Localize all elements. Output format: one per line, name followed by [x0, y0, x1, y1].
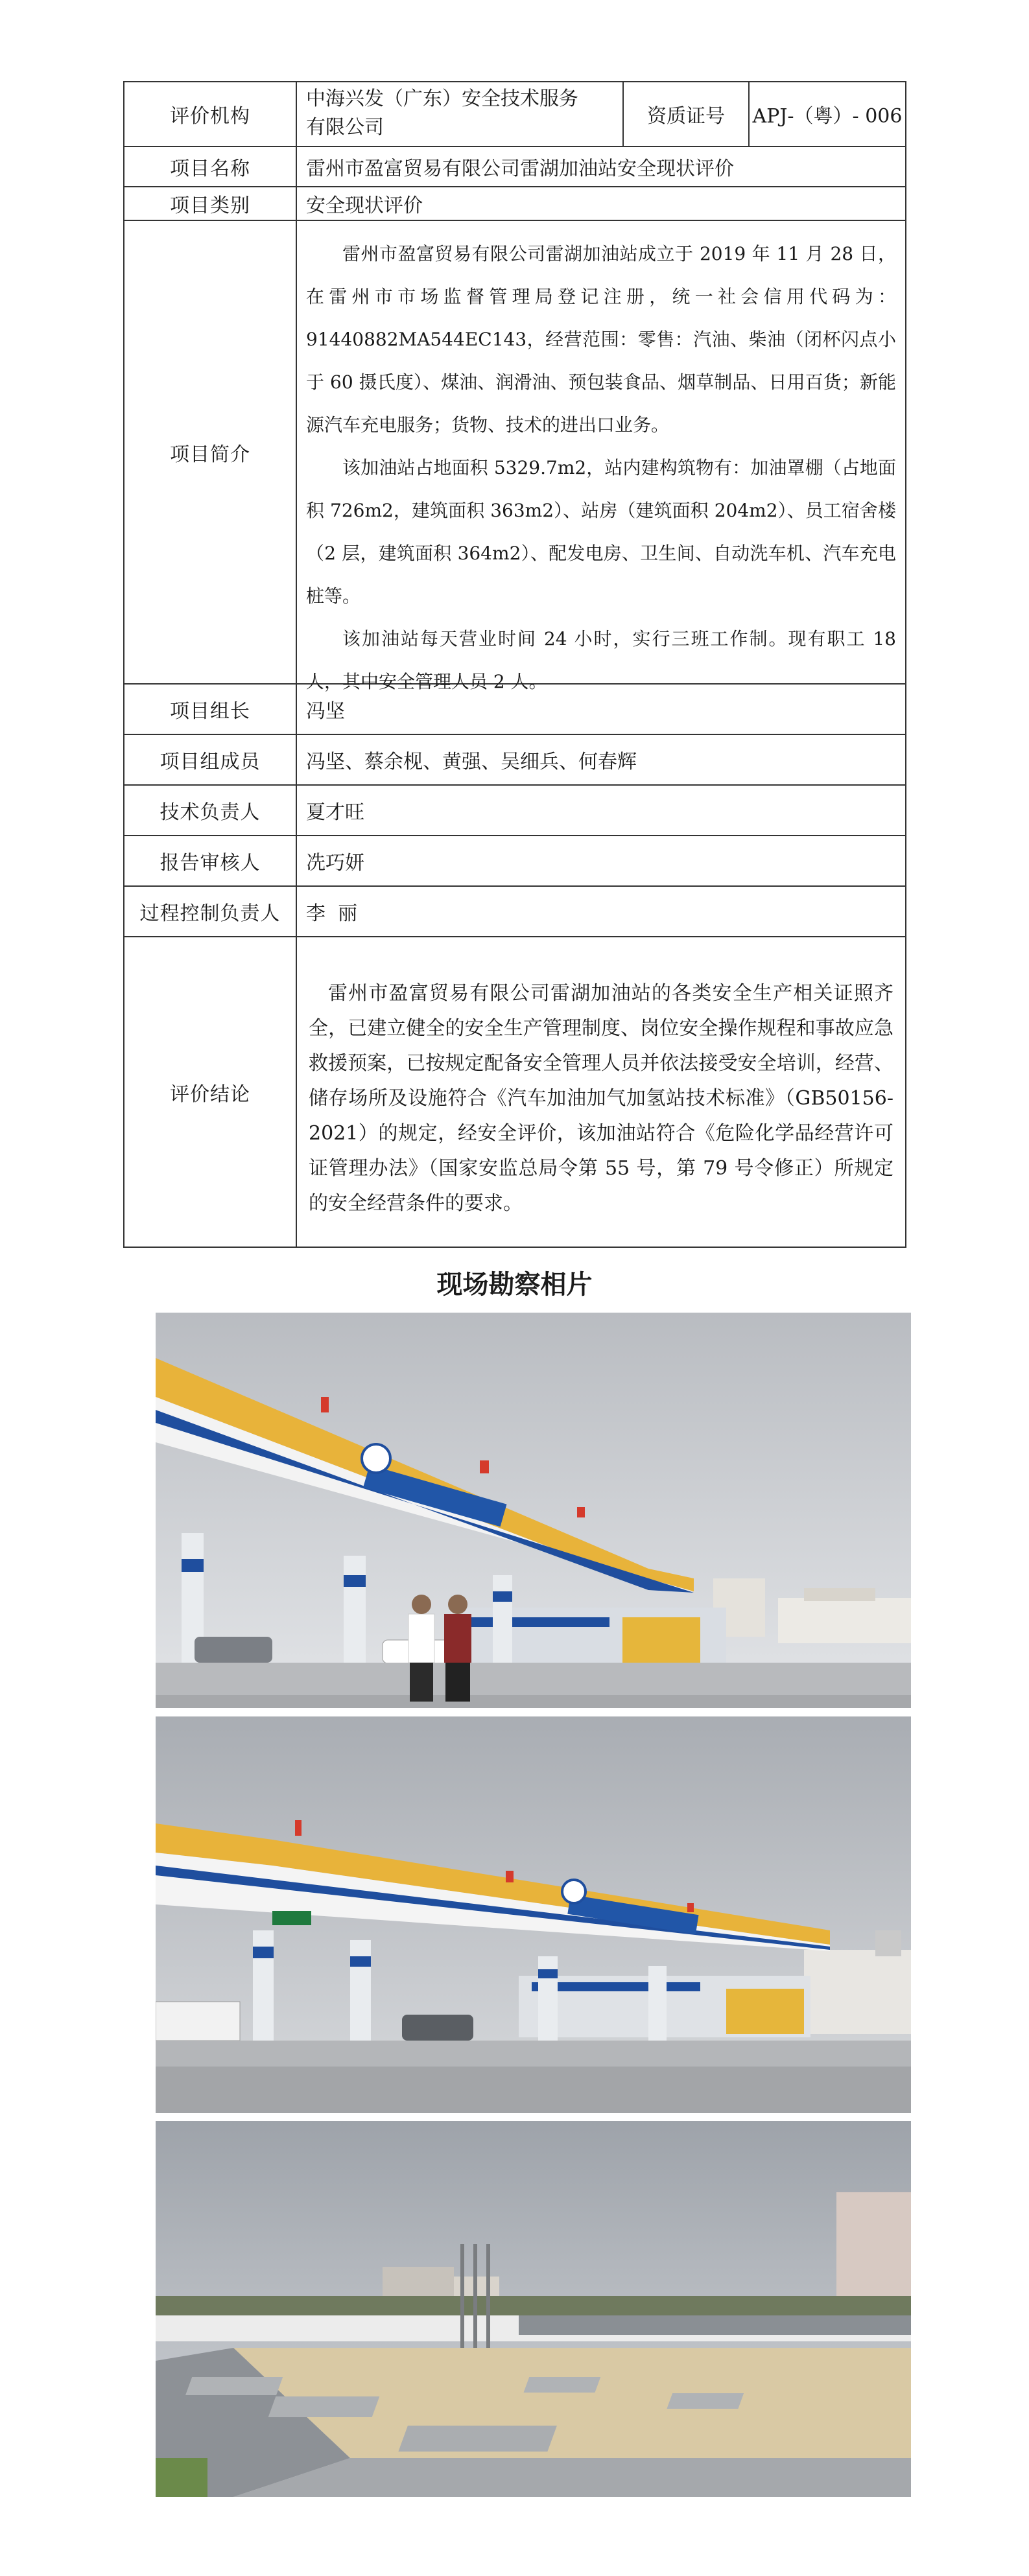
intro-text [297, 221, 905, 692]
conclusion-label: 评价结论 [124, 937, 297, 1247]
row-project-intro [124, 221, 905, 692]
evaluation-info-table [123, 81, 906, 1248]
leader-value: 冯坚 [306, 700, 345, 723]
row-reviewer [124, 836, 905, 887]
members-label: 项目组成员 [124, 735, 297, 784]
project-type-label: 项目类别 [124, 187, 297, 220]
conclusion-paragraph: 雷州市盈富贸易有限公司雷湖加油站的各类安全生产相关证照齐全，已建立健全的安全生产管理制度、岗位安全操作规程和事故应急救援预案，已按规定配备安全管理人员并依法接受安全培训，经营、储存场所及设施符合《汽车加油加气加氢站技术标准》（GB50156-2021）的规定，经安全评价，该加油站符合《危险化学品经营许可证管理办法》（国家安监总局令第 55 号，第 79 号令修正）所规定的安全经营条件的要求。 [309, 982, 893, 1215]
row-process-control [124, 887, 905, 937]
gas-station-canopy-with-people-photo [156, 1313, 911, 1708]
intro-paragraph-1: 雷州市盈富贸易有限公司雷湖加油站成立于 2019 年 11 月 28 日，在雷州市市场监督管理局登记注册，统一社会信用代码为：91440882MA544EC143，经营范围：零售：汽油、柴油（闭杯闪点小于 60 摄氏度）、煤油、润滑油、预包装食品、烟草制品、日用百货；新能源汽车充电服务；货物、技术的进出口业务。 [306, 243, 896, 436]
org-label: 评价机构 [124, 82, 297, 146]
row-project-name [124, 147, 905, 187]
intro-paragraph-3: 该加油站每天营业时间 24 小时，实行三班工作制。现有职工 18 人，其中安全管理人员 2 人。 [306, 628, 896, 692]
row-leader [124, 685, 905, 735]
members-value: 冯坚、蔡余枧、黄强、吴细兵、何春辉 [306, 751, 637, 773]
cert-value: APJ-（粤）- 006 [748, 82, 905, 146]
row-project-type [124, 187, 905, 221]
org-value [297, 82, 620, 146]
project-name-label: 项目名称 [124, 147, 297, 186]
review-label: 报告审核人 [124, 836, 297, 885]
project-name-value: 雷州市盈富贸易有限公司雷湖加油站安全现状评价 [306, 158, 734, 180]
process-value: 李 丽 [306, 902, 358, 925]
review-value: 冼巧妍 [306, 852, 364, 874]
leader-label: 项目组长 [124, 685, 297, 734]
gas-station-canopy-wide-photo [156, 1716, 911, 2113]
underground-tank-area-photo [156, 2121, 911, 2497]
process-label: 过程控制负责人 [124, 887, 297, 936]
intro-paragraph-2: 该加油站占地面积 5329.7m2，站内建构筑物有：加油罩棚（占地面积 726m2，建筑面积 363m2）、站房（建筑面积 204m2）、员工宿舍楼（2 层，建筑面积 364m2）、配发电房、卫生间、自动洗车机、汽车充电桩等。 [306, 457, 896, 607]
row-tech-lead [124, 786, 905, 836]
conclusion-text [297, 937, 905, 1247]
org-value-line1: 中海兴发（广东）安全技术服务 [306, 88, 578, 110]
tech-label: 技术负责人 [124, 786, 297, 835]
tech-value: 夏才旺 [306, 801, 364, 824]
org-value-line2: 有限公司 [306, 116, 384, 139]
row-org [124, 82, 905, 147]
project-type-value: 安全现状评价 [306, 194, 423, 217]
row-members [124, 735, 905, 786]
cert-label: 资质证号 [622, 82, 748, 146]
intro-label: 项目简介 [124, 221, 297, 683]
photos-title: 现场勘察相片 [436, 1270, 593, 1300]
row-conclusion [124, 937, 905, 1247]
